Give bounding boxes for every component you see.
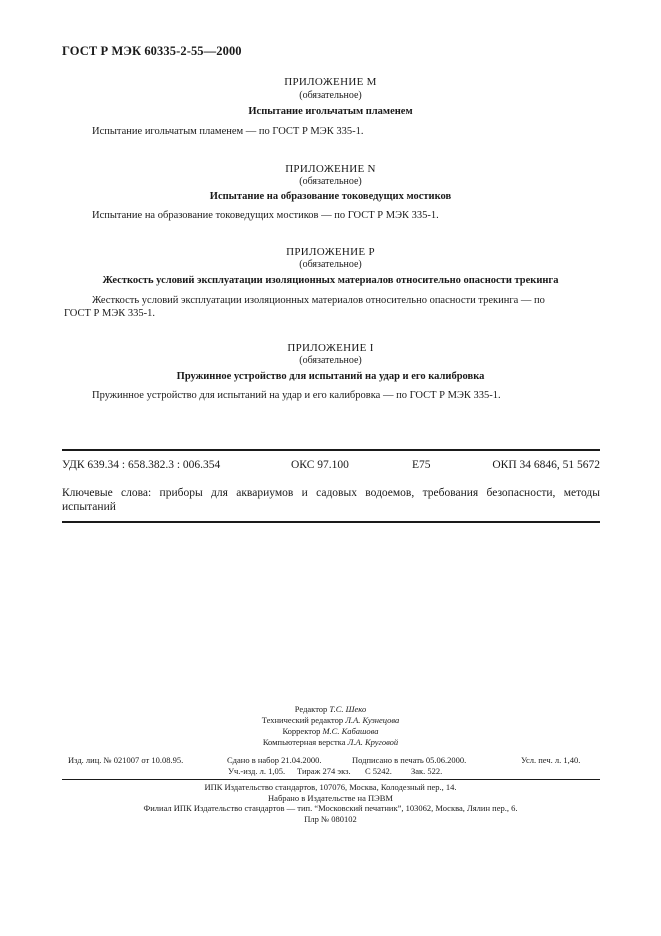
oks-code: ОКС 97.100 [291,459,349,471]
print-sheets-info: Усл. печ. л. 1,40. [521,755,581,765]
plr-number: Плр № 080102 [304,814,357,824]
editor-role: Редактор [294,704,328,714]
layout-name: Л.А. Круговой [347,737,399,747]
tech-editor-name: Л.А. Кузнецова [345,715,400,725]
annex-p-heading: Жесткость условий эксплуатации изоляционных материалов относительно опасности трекинга [102,275,559,286]
annex-n-status: (обязательное) [299,176,362,187]
run-info: Тираж 274 экз. [297,766,351,776]
udk-code: УДК 639.34 : 658.382.3 : 006.354 [62,459,221,471]
annex-m-body [92,125,600,138]
order-c-info: С 5242. [365,766,392,776]
annex-p-body-line: Жесткость условий эксплуатации изоляционных материалов относительно опасности трекинга — по [92,295,545,306]
annex-n-body-line: Испытание на образование токоведущих мостиков — по ГОСТ Р МЭК 335-1. [92,210,439,221]
editor-name: Т.С. Шеко [329,704,367,714]
annex-p-body [64,294,600,320]
annex-n-heading: Испытание на образование токоведущих мостиков [209,191,452,202]
editor-line [0,704,661,715]
layout-role: Компьютерная верстка [262,737,346,747]
annex-m-body-line: Испытание игольчатым пламенем — по ГОСТ Р МЭК 335-1. [92,126,364,137]
proofreader-role: Корректор [282,726,321,736]
annex-m-heading: Испытание игольчатым пламенем [248,106,413,117]
okp-code: ОКП 34 6846, 51 5672 [492,459,600,471]
annex-p-body-line-continued: ГОСТ Р МЭК 335-1. [64,308,156,319]
annex-i-title: ПРИЛОЖЕНИЕ I [287,342,374,354]
tech-editor-line [0,715,661,726]
typeset-note: Набрано в Издательстве на ПЭВМ [268,793,393,803]
proofreader-line [0,726,661,737]
annex-i-body-line: Пружинное устройство для испытаний на удар и его калибровка — по ГОСТ Р МЭК 335-1. [92,390,501,401]
printing-house: Филиал ИПК Издательство стандартов — тип. “Московский печатник”, 103062, Москва, Лялин пер., 6. [143,803,518,813]
annex-n-title: ПРИЛОЖЕНИЕ N [285,163,376,175]
submitted-info: Сдано в набор 21.04.2000. [227,755,322,765]
publisher-address: ИПК Издательство стандартов, 107076, Москва, Колодезный пер., 14. [204,782,457,792]
license-info: Изд. лиц. № 021007 от 10.08.95. [68,755,184,765]
pub-sheets-info: Уч.-изд. л. 1,05. [228,766,286,776]
footer-rule [62,779,600,780]
classification-row [62,459,600,475]
bottom-rule [62,521,600,523]
group-code: Е75 [412,459,431,471]
annex-p-status: (обязательное) [299,259,362,270]
publication-row-2 [68,766,606,777]
order-info: Зак. 522. [411,766,443,776]
signed-info: Подписано в печать 05.06.2000. [352,755,467,765]
publication-row-1 [68,755,606,766]
annex-m-status: (обязательное) [299,90,362,101]
keywords: Ключевые слова: приборы для аквариумов и садовых водоемов, требования безопасности, методы испытаний [62,487,600,513]
annex-i-heading: Пружинное устройство для испытаний на удар и его калибровка [176,371,485,382]
annex-m-title: ПРИЛОЖЕНИЕ М [284,76,377,88]
tech-editor-role: Технический редактор [261,715,344,725]
top-rule [62,449,600,451]
proofreader-name: М.С. Кабашова [322,726,379,736]
annex-n-body [92,209,600,222]
annex-i-body [92,389,600,402]
annex-p-title: ПРИЛОЖЕНИЕ Р [286,246,375,258]
document-code-header: ГОСТ Р МЭК 60335-2-55—2000 [62,44,242,58]
layout-line [0,737,661,748]
annex-i-status: (обязательное) [299,355,362,366]
